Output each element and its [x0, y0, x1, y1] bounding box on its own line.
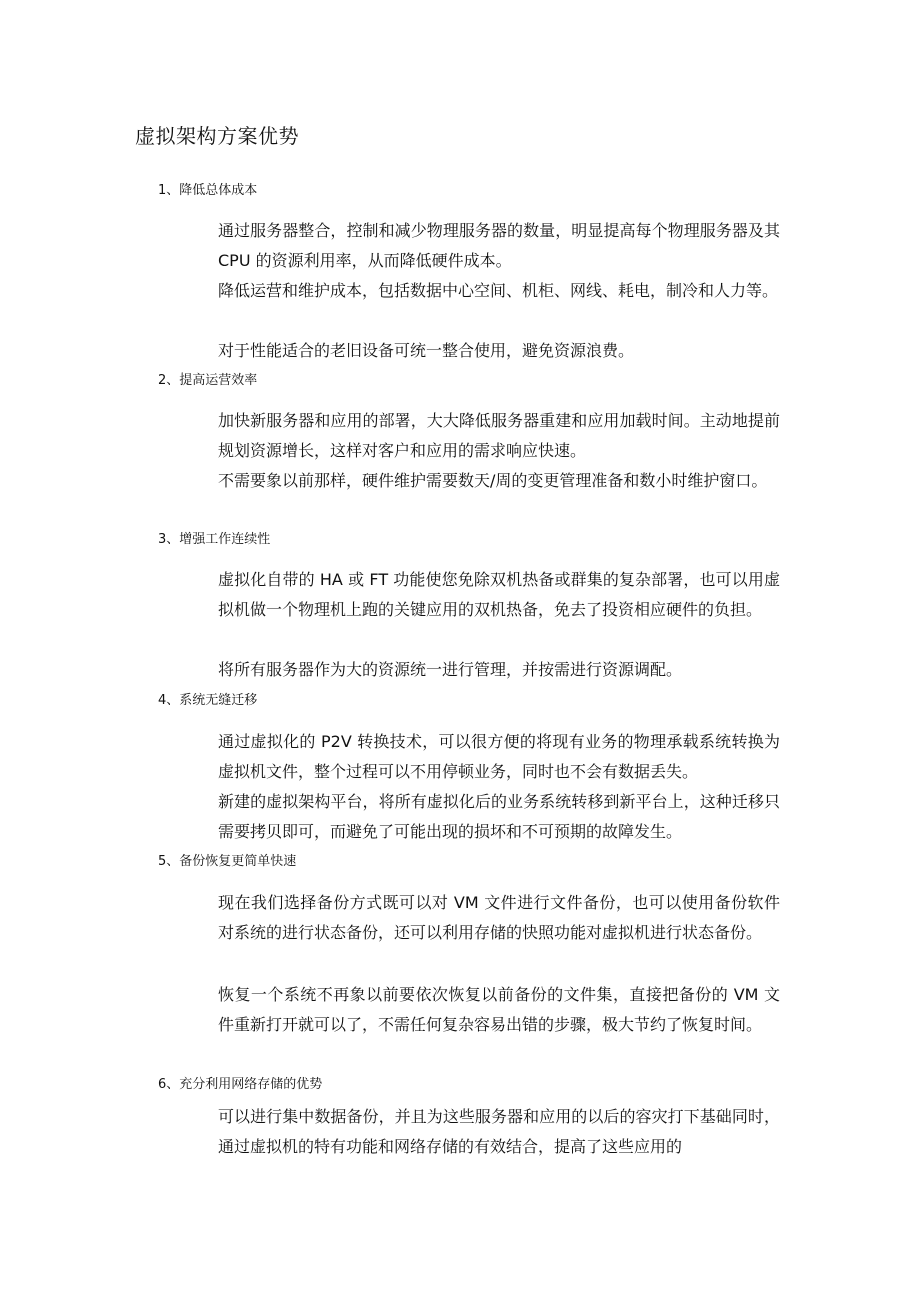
section-heading-5: 5、备份恢复更简单快速 — [158, 854, 297, 869]
paragraph: 对于性能适合的老旧设备可统一整合使用，避免资源浪费。 — [218, 341, 635, 360]
section-heading-3: 3、增强工作连续性 — [158, 532, 271, 547]
section-heading-6: 6、充分利用网络存储的优势 — [158, 1077, 323, 1092]
paragraph: 将所有服务器作为大的资源统一进行管理，并按需进行资源调配。 — [218, 660, 683, 679]
paragraph: 不需要象以前那样，硬件维护需要数天/周的变更管理准备和数小时维护窗口。 — [218, 471, 768, 490]
section-heading-2: 2、提高运营效率 — [158, 373, 258, 388]
paragraph: 加快新服务器和应用的部署，大大降低服务器重建和应用加载时间。主动地提前规划资源增长，这样对客户和应用的需求响应快速。 — [218, 411, 780, 460]
paragraph: 现在我们选择备份方式既可以对 VM 文件进行文件备份，也可以使用备份软件对系统的进行状态备份，还可以利用存储的快照功能对虚拟机进行状态备份。 — [218, 893, 780, 942]
page-title: 虚拟架构方案优势 — [135, 124, 299, 148]
paragraph: 通过虚拟化的 P2V 转换技术，可以很方便的将现有业务的物理承载系统转换为虚拟机文件，整个过程可以不用停顿业务，同时也不会有数据丢失。 — [218, 732, 780, 781]
paragraph: 降低运营和维护成本，包括数据中心空间、机柜、网线、耗电，制冷和人力等。 — [218, 281, 779, 300]
section-heading-1: 1、降低总体成本 — [158, 183, 258, 198]
paragraph: 新建的虚拟架构平台，将所有虚拟化后的业务系统转移到新平台上，这种迁移只需要拷贝即可，而避免了可能出现的损坏和不可预期的故障发生。 — [218, 792, 780, 841]
paragraph: 恢复一个系统不再象以前要依次恢复以前备份的文件集，直接把备份的 VM 文件重新打开就可以了，不需任何复杂容易出错的步骤，极大节约了恢复时间。 — [218, 985, 780, 1034]
paragraph: 通过服务器整合，控制和减少物理服务器的数量，明显提高每个物理服务器及其 CPU 的资源利用率，从而降低硬件成本。 — [218, 221, 780, 270]
section-heading-4: 4、系统无缝迁移 — [158, 693, 258, 708]
paragraph: 可以进行集中数据备份，并且为这些服务器和应用的以后的容灾打下基础同时，通过虚拟机的特有功能和网络存储的有效结合，提高了这些应用的 — [218, 1107, 780, 1156]
paragraph: 虚拟化自带的 HA 或 FT 功能使您免除双机热备或群集的复杂部署，也可以用虚拟机做一个物理机上跑的关键应用的双机热备，免去了投资相应硬件的负担。 — [218, 570, 780, 619]
